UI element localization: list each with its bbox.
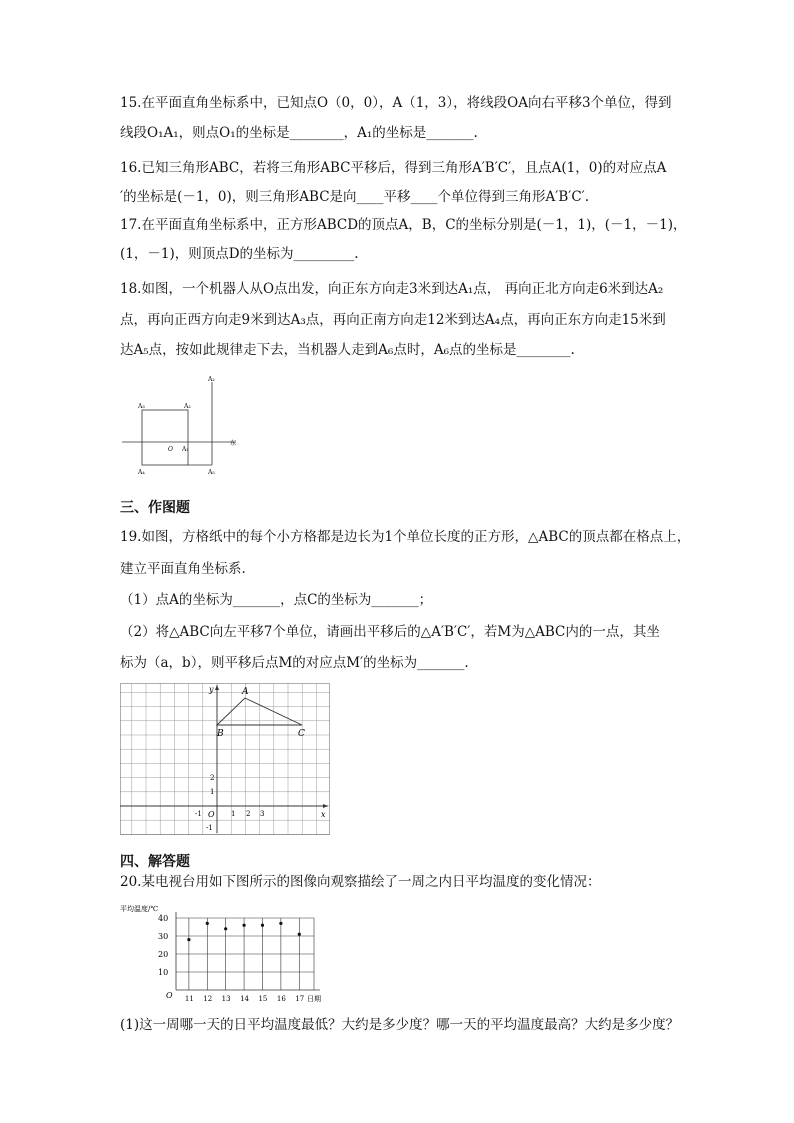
chart-xtick-label: 14 xyxy=(240,995,250,1003)
tick-x-1: 1 xyxy=(231,810,236,818)
chart-point xyxy=(187,938,190,941)
tick-y-2: 2 xyxy=(210,774,215,782)
label-vertex-b: B xyxy=(217,729,224,739)
chart-xtick-label: 17 xyxy=(295,995,305,1003)
chart-grid xyxy=(176,912,320,990)
chart-ytick-label: 40 xyxy=(158,914,169,923)
label-y-axis: y xyxy=(209,685,214,694)
q15-line1: 15.在平面直角坐标系中，已知点O（0，0），A（1，3），将线段OA向右平移3个单位，得到 xyxy=(120,95,672,111)
section4-heading: 四、解答题 xyxy=(120,854,190,870)
q17-line1: 17.在平面直角坐标系中，正方形ABCD的顶点A，B，C的坐标分别是(－1，1)，(－1，－1)， xyxy=(120,217,687,233)
section3-heading: 三、作图题 xyxy=(120,500,190,516)
chart-point xyxy=(261,924,264,927)
q19-sub1: （1）点A的坐标为_______，点C的坐标为_______； xyxy=(120,592,433,608)
path-square xyxy=(142,410,188,465)
q19-line2: 建立平面直角坐标系. xyxy=(120,561,246,577)
label-a5: A₅ xyxy=(208,469,215,476)
label-a2: A₂ xyxy=(184,403,191,410)
tick-y-1: 1 xyxy=(210,788,215,796)
grid-lines xyxy=(120,683,330,835)
q19-sub3: 标为（a，b），则平移后点M的对应点M′的坐标为_______. xyxy=(120,655,469,671)
label-x-axis: x xyxy=(321,810,326,819)
label-vertex-c: C xyxy=(298,729,305,739)
chart-xlabel: 日期 xyxy=(307,995,321,1003)
chart-ylabel: 平均温度/℃ xyxy=(120,905,159,913)
chart-xtick-label: 11 xyxy=(184,995,194,1003)
q16-line2: ′的坐标是(－1，0)，则三角形ABC是向____平移____个单位得到三角形A′B′C′. xyxy=(120,189,590,205)
q18-line3: 达A₅点，按如此规律走下去，当机器人走到A₆点时，A₆点的坐标是________. xyxy=(120,342,575,358)
chart-xtick-label: 13 xyxy=(221,995,231,1003)
chart-point xyxy=(242,924,245,927)
y-axis-arrow xyxy=(215,685,219,690)
label-east: 东 xyxy=(230,440,237,447)
chart-point xyxy=(279,922,282,925)
q20-sub1: (1)这一周哪一天的日平均温度最低？大约是多少度？哪一天的平均温度最高？大约是多少度？ xyxy=(120,1017,680,1033)
label-a4: A₄ xyxy=(138,469,145,476)
chart-ytick-label: 20 xyxy=(158,950,169,959)
label-a1-top: A₂ xyxy=(208,376,215,383)
q18-line2: 点，再向正西方向走9米到达A₃点，再向正南方向走12米到达A₄点，再向正东方向走15米到 xyxy=(120,312,666,328)
q18-line1: 18.如图，一个机器人从O点出发，向正东方向走3米到达A₁点， 再向正北方向走6米到达A₂ xyxy=(120,281,664,297)
label-a1: A₁ xyxy=(182,446,189,453)
q19-sub2: （2）将△ABC向左平移7个单位，请画出平移后的△A′B′C′，若M为△ABC内的一点，其坐 xyxy=(120,624,660,640)
chart-x-ticks xyxy=(185,995,304,1003)
tick-x-3: 3 xyxy=(260,810,265,818)
q16-line1: 16.已知三角形ABC，若将三角形ABC平移后，得到三角形A′B′C′，且点A(1，0)的对应点A xyxy=(120,160,667,176)
tick-x-minus1: -1 xyxy=(195,810,202,818)
chart-y-ticks xyxy=(158,914,168,977)
label-origin: O xyxy=(168,446,173,453)
chart-xtick-label: 15 xyxy=(258,995,268,1003)
chart-xtick-label: 16 xyxy=(276,995,286,1003)
tick-y-minus1: -1 xyxy=(206,824,213,832)
q15-line2: 线段O₁A₁，则点O₁的坐标是________，A₁的坐标是_______. xyxy=(120,125,478,141)
grid-border xyxy=(121,684,330,835)
q17-line2: (1，－1)，则顶点D的坐标为_________. xyxy=(120,246,359,262)
chart-ytick-label: 30 xyxy=(158,932,169,941)
label-vertex-a: A xyxy=(242,687,249,697)
label-a3: A₃ xyxy=(138,403,145,410)
q20-line1: 20.某电视台用如下图所示的图像向观察描绘了一周之内日平均温度的变化情况： xyxy=(120,874,601,890)
chart-point xyxy=(224,927,227,930)
chart-ytick-label: 10 xyxy=(158,968,169,977)
chart-xtick-label: 12 xyxy=(203,995,213,1003)
grid-figure xyxy=(120,683,330,835)
chart-origin: O xyxy=(166,991,173,1000)
q19-line1: 19.如图，方格纸中的每个小方格都是边长为1个单位长度的正方形，△ABC的顶点都在格点上， xyxy=(120,529,691,545)
tick-x-2: 2 xyxy=(246,810,251,818)
chart-point xyxy=(298,933,301,936)
robot-path-figure xyxy=(118,372,248,482)
label-origin-o: O xyxy=(208,810,215,819)
x-axis-arrow xyxy=(323,804,328,808)
chart-point xyxy=(206,922,209,925)
temperature-chart xyxy=(118,898,338,1010)
